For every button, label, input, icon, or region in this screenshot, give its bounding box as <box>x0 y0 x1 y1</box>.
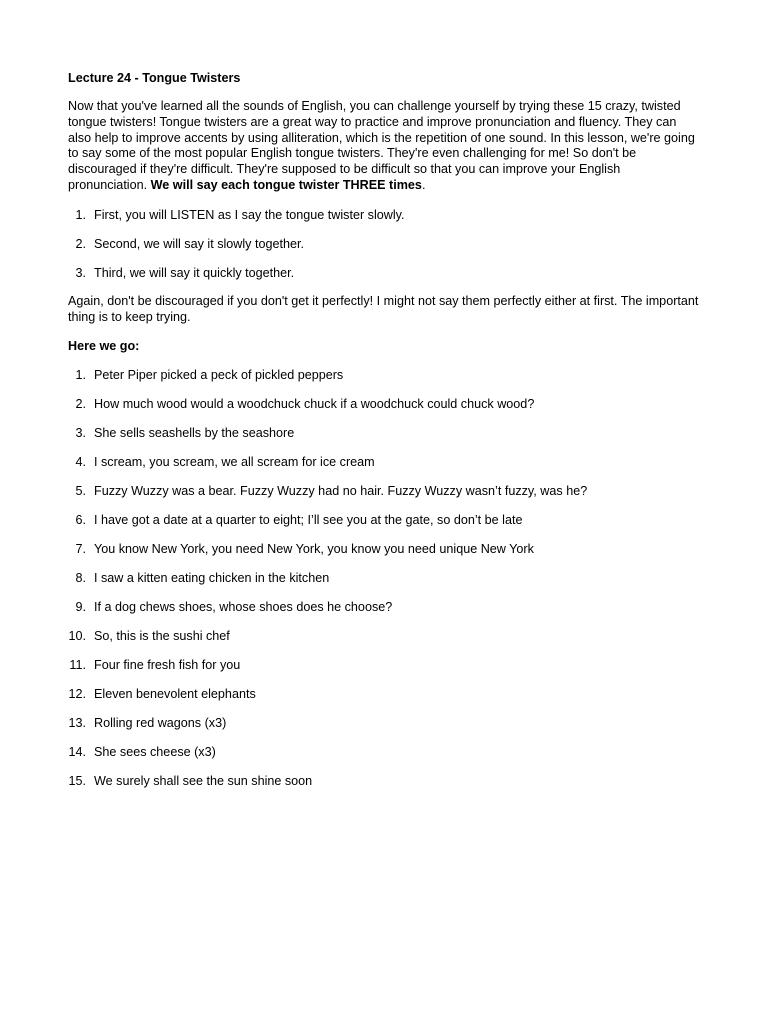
item-number: 15. <box>68 774 86 789</box>
list-item <box>68 454 700 470</box>
step-item <box>68 236 700 252</box>
item-text: Four fine fresh fish for you <box>94 658 241 673</box>
list-item <box>68 396 700 412</box>
item-number: 14. <box>68 745 86 760</box>
here-we-go-heading: Here we go: <box>68 339 140 354</box>
twisters-list <box>68 367 700 789</box>
item-text: You know New York, you need New York, you know you need unique New York <box>94 542 534 557</box>
list-item <box>68 773 700 789</box>
item-text: I saw a kitten eating chicken in the kitchen <box>94 571 330 586</box>
intro-end: . <box>421 177 426 192</box>
item-text: Eleven benevolent elephants <box>94 687 256 702</box>
list-item <box>68 686 700 702</box>
item-text: If a dog chews shoes, whose shoes does he choose? <box>94 600 393 615</box>
item-text: Peter Piper picked a peck of pickled peppers <box>94 368 344 383</box>
step-number: 1. <box>75 207 86 222</box>
list-item <box>68 541 700 557</box>
item-number: 11. <box>69 658 86 673</box>
list-item <box>68 657 700 673</box>
item-text: How much wood would a woodchuck chuck if a woodchuck could chuck wood? <box>94 397 535 412</box>
item-number: 8. <box>75 571 86 586</box>
step-item <box>68 265 700 281</box>
list-item <box>68 512 700 528</box>
item-number: 12. <box>68 687 86 702</box>
item-text: She sees cheese (x3) <box>94 745 216 760</box>
list-item <box>68 599 700 615</box>
intro-text: Now that you've learned all the sounds of English, you can challenge yourself by trying these 15 crazy, twisted tongue twisters! Tongue twisters are a great way to practice and improve pronunciation and fluency. They can also help to improve accents by using alliteration, which is the repetition of one sound. In this lesson, we're going to say some of the most popular English tongue twisters. They're even challenging for me! So don't be discouraged if they're difficult. They're supposed to be difficult so that you can improve your English pronunciation. <box>68 99 695 192</box>
step-text: Second, we will say it slowly together. <box>94 236 304 251</box>
document-page <box>68 70 700 802</box>
item-number: 9. <box>75 600 86 615</box>
item-number: 13. <box>68 716 86 731</box>
list-item <box>68 744 700 760</box>
item-number: 5. <box>75 484 86 499</box>
item-text: We surely shall see the sun shine soon <box>94 774 313 789</box>
step-number: 2. <box>75 236 86 251</box>
item-text: I scream, you scream, we all scream for ice cream <box>94 455 375 470</box>
item-number: 6. <box>75 513 86 528</box>
step-item <box>68 207 700 223</box>
item-number: 1. <box>75 368 86 383</box>
encouragement-paragraph: Again, don't be discouraged if you don't get it perfectly! I might not say them perfectly either at first. The important thing is to keep trying. <box>68 293 699 324</box>
item-text: Fuzzy Wuzzy was a bear. Fuzzy Wuzzy had no hair. Fuzzy Wuzzy wasn’t fuzzy, was he? <box>94 484 588 499</box>
list-item <box>68 483 700 499</box>
list-item <box>68 570 700 586</box>
list-item <box>68 715 700 731</box>
list-item <box>68 367 700 383</box>
item-text: I have got a date at a quarter to eight; I’ll see you at the gate, so don’t be late <box>94 513 523 528</box>
item-number: 10. <box>68 629 86 644</box>
item-number: 2. <box>75 397 86 412</box>
item-number: 4. <box>75 455 86 470</box>
item-text: So, this is the sushi chef <box>94 629 230 644</box>
item-number: 7. <box>75 542 86 557</box>
document-title: Lecture 24 - Tongue Twisters <box>68 71 241 85</box>
steps-list <box>68 207 700 281</box>
list-item <box>68 425 700 441</box>
intro-paragraph <box>68 99 700 194</box>
item-text: She sells seashells by the seashore <box>94 426 295 441</box>
item-text: Rolling red wagons (x3) <box>94 716 227 731</box>
step-text: Third, we will say it quickly together. <box>94 265 295 280</box>
step-text: First, you will LISTEN as I say the tongue twister slowly. <box>94 207 405 222</box>
step-number: 3. <box>75 265 86 280</box>
intro-bold-text: We will say each tongue twister THREE times <box>150 177 422 192</box>
list-item <box>68 628 700 644</box>
item-number: 3. <box>75 426 86 441</box>
